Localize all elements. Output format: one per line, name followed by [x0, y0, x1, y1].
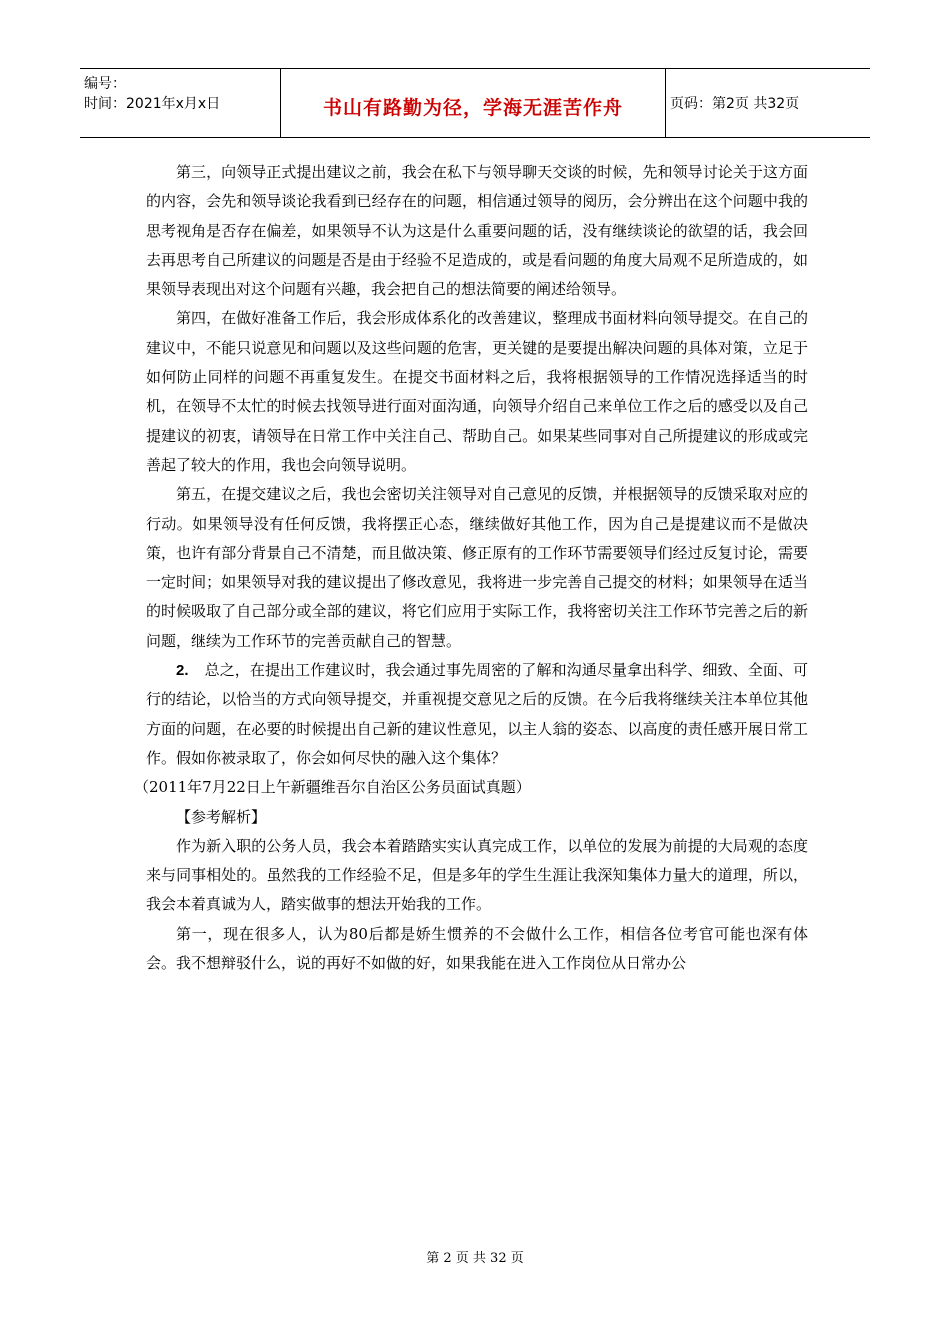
document-time: 时间：2021年x月x日 — [84, 96, 221, 112]
header-page-cell — [664, 69, 870, 137]
summary-text: 总之，在提出工作建议时，我会通过事先周密的了解和沟通尽量拿出科学、细致、全面、可行的结论，以恰当的方式向领导提交，并重视提交意见之后的反馈。在今后我将继续关注本单位其他方面的问题，在必要的时候提出自己新的建议性意见，以主人翁的姿态、以高度的责任感开展日常工作。假如你被录取了，你会如何尽快的融入这个集体？ — [146, 661, 808, 767]
paragraph-summary — [146, 656, 808, 773]
header-motto: 书山有路勤为径，学海无涯苦作舟 — [322, 97, 623, 119]
question-source: （2011年7月22日上午新疆维吾尔自治区公务员面试真题） — [134, 778, 531, 797]
analysis-heading: 【参考解析】 — [176, 807, 267, 826]
paragraph-first-point: 第一，现在很多人，认为80后都是娇生惯养的不会做什么工作，相信各位考官可能也深有体会。我不想辩驳什么，说的再好不如做的好，如果我能在进入工作岗位从日常办公 — [146, 924, 808, 973]
page-footer: 第 2 页 共 32 页 — [426, 1251, 524, 1266]
document-number-label: 编号： — [84, 76, 126, 92]
paragraph-fourth-point: 第四，在做好准备工作后，我会形成体系化的改善建议，整理成书面材料向领导提交。在自己的建议中，不能只说意见和问题以及这些问题的危害，更关键的是要提出解决问题的具体对策，立足于如何防止同样的问题不再重复发生。在提交书面材料之后，我将根据领导的工作情况选择适当的时机，在领导不太忙的时候去找领导进行面对面沟通，向领导介绍自己来单位工作之后的感受以及自己提建议的初衷，请领导在日常工作中关注自己、帮助自己。如果某些同事对自己所提建议的形成或完善起了较大的作用，我也会向领导说明。 — [146, 309, 808, 474]
paragraph-analysis-intro: 作为新入职的公务人员，我会本着踏踏实实认真完成工作，以单位的发展为前提的大局观的态度来与同事相处的。虽然我的工作经验不足，但是多年的学生生涯让我深知集体力量大的道理，所以，我会本着真诚为人，踏实做事的想法开始我的工作。 — [146, 836, 808, 914]
paragraph-third-point: 第三，向领导正式提出建议之前，我会在私下与领导聊天交谈的时候，先和领导讨论关于这方面的内容，会先和领导谈论我看到已经存在的问题，相信通过领导的阅历，会分辨出在这个问题中我的思考视角是否存在偏差，如果领导不认为这是什么重要问题的话，没有继续谈论的欲望的话，我会回去再思考自己所建议的问题是否是由于经验不足造成的，或是看问题的角度大局观不足所造成的，如果领导表现出对这个问题有兴趣，我会把自己的想法简要的阐述给领导。 — [146, 163, 808, 299]
header-motto-cell — [280, 69, 666, 137]
header-meta — [80, 69, 280, 137]
document-body — [134, 158, 808, 978]
list-number: 2. — [176, 662, 189, 680]
header-page-info: 页码：第2页 共32页 — [670, 96, 800, 112]
page-header — [80, 68, 870, 138]
paragraph-fifth-point: 第五，在提交建议之后，我也会密切关注领导对自己意见的反馈，并根据领导的反馈采取对应的行动。如果领导没有任何反馈，我将摆正心态，继续做好其他工作，因为自己是提建议而不是做决策，也许有部分背景自己不清楚，而且做决策、修正原有的工作环节需要领导们经过反复讨论，需要一定时间；如果领导对我的建议提出了修改意见，我将进一步完善自己提交的材料；如果领导在适当的时候吸取了自己部分或全部的建议，将它们应用于实际工作，我将密切关注工作环节完善之后的新问题，继续为工作环节的完善贡献自己的智慧。 — [146, 485, 808, 650]
